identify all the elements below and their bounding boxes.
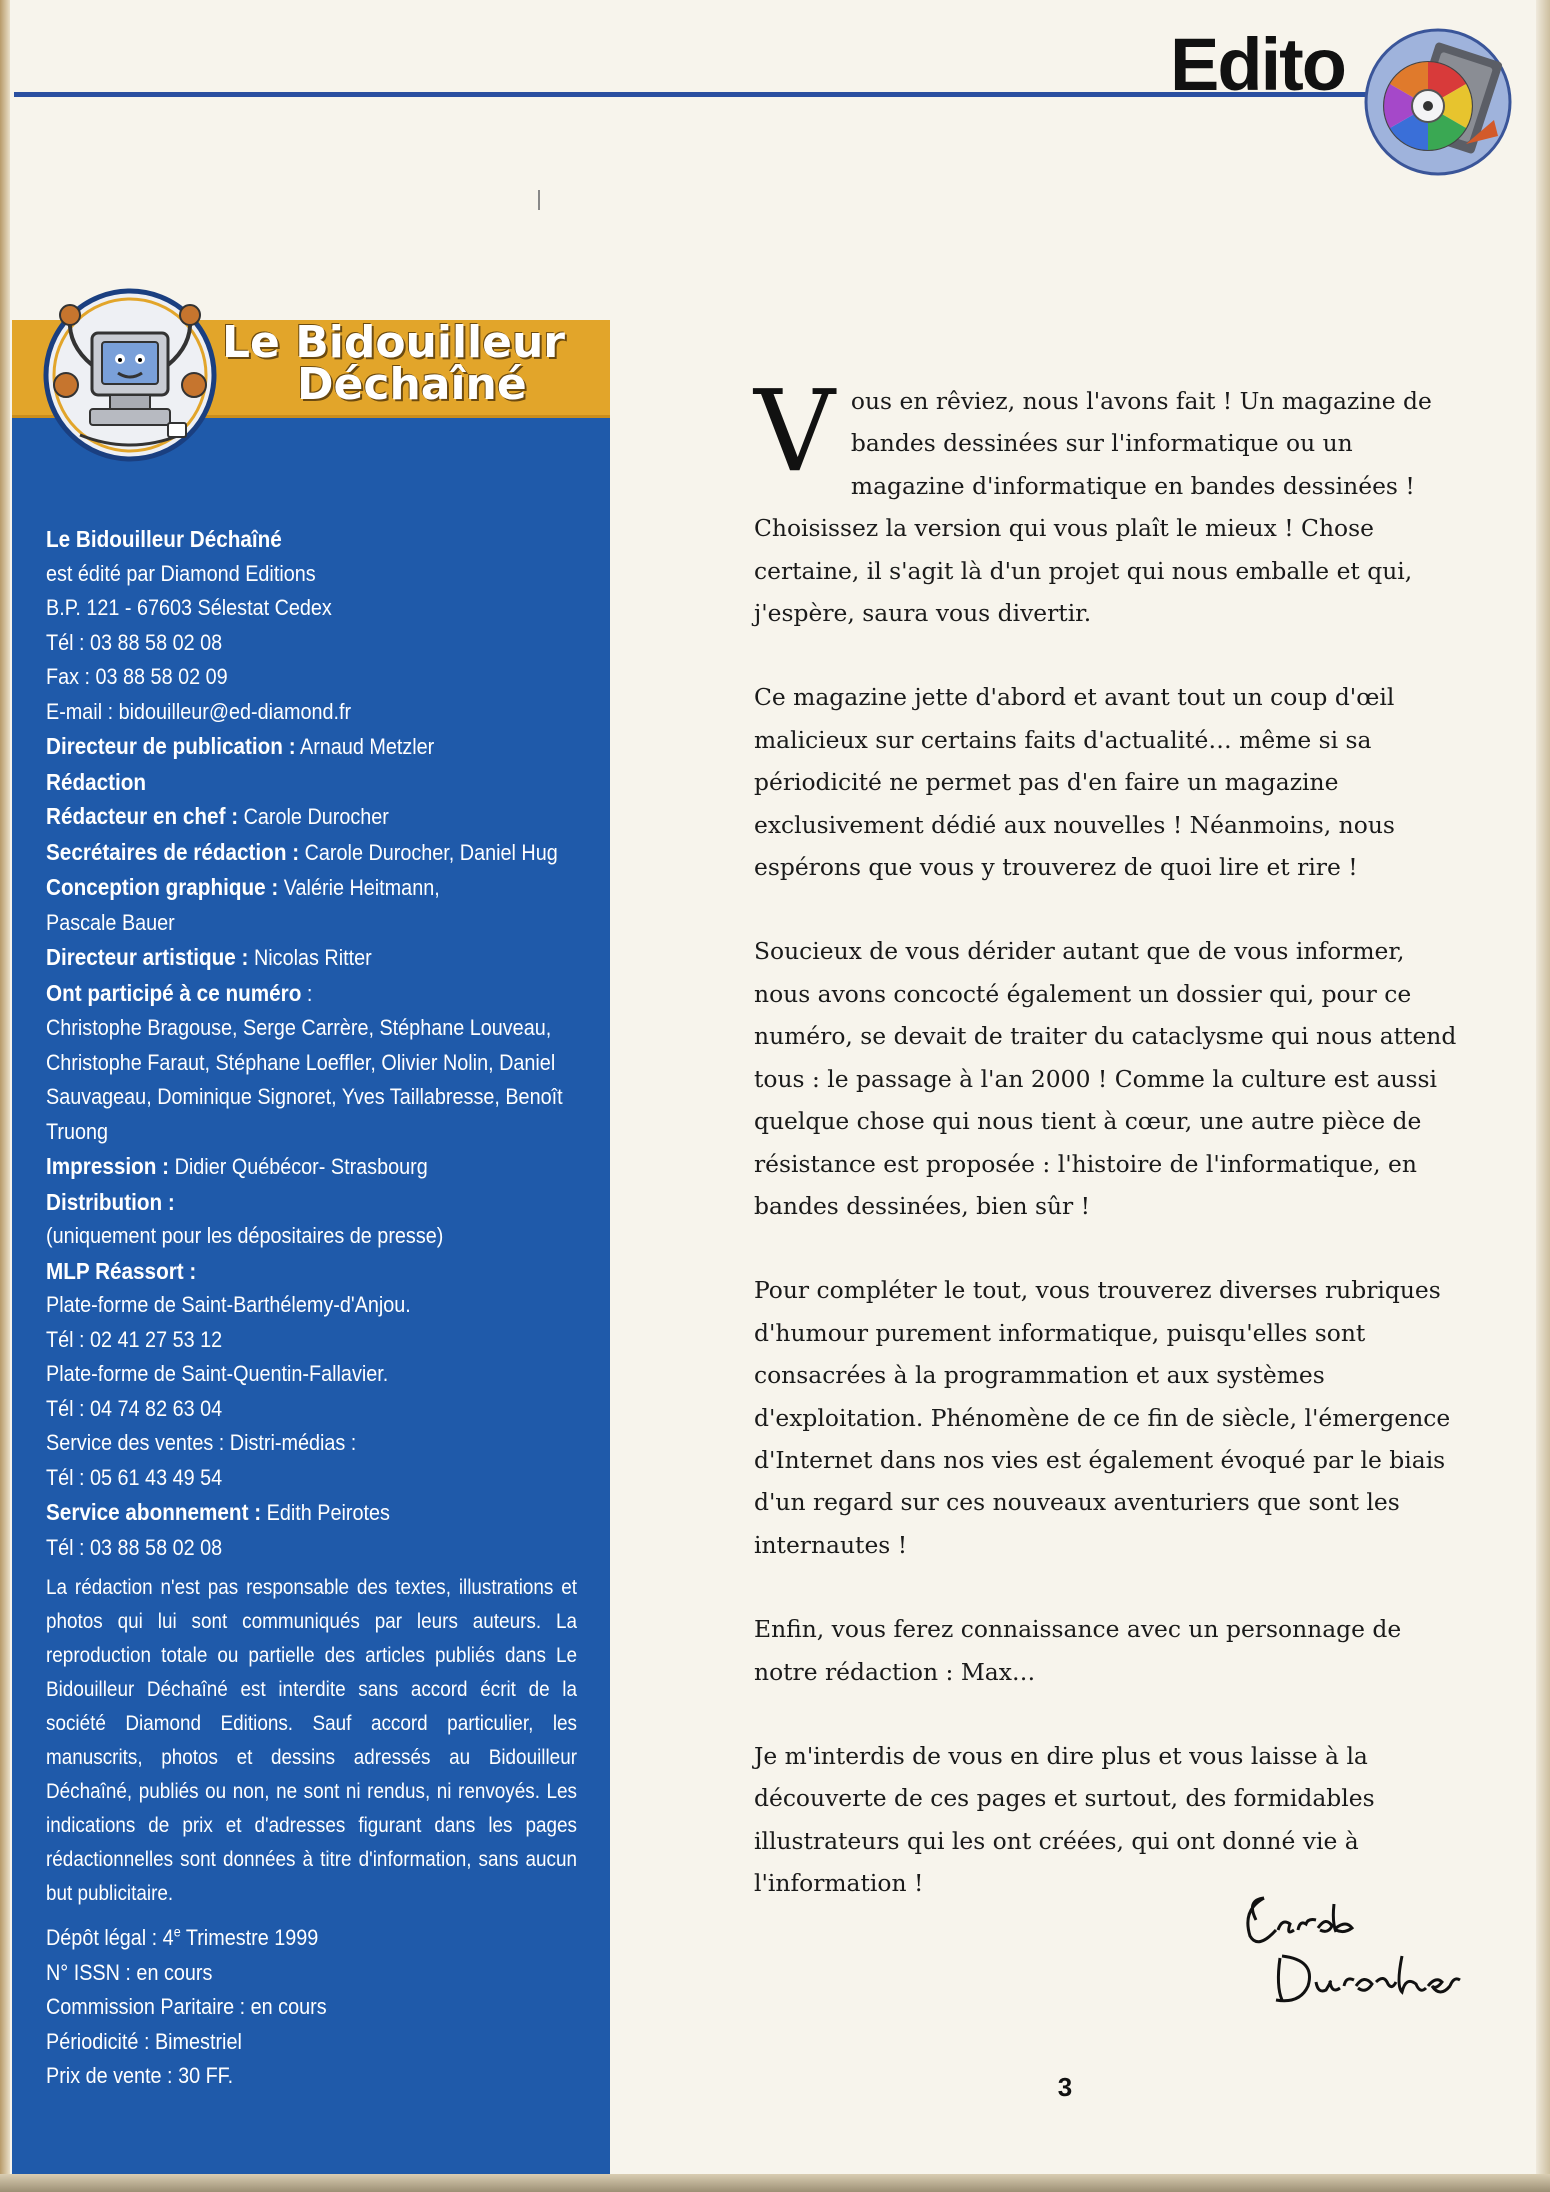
subscription-row — [46, 1495, 510, 1531]
page-edge-left — [0, 0, 10, 2192]
subscription-tel: Tél : 03 88 58 02 08 — [46, 1534, 223, 1560]
publication-name: Le Bidouilleur Déchaîné — [46, 526, 282, 552]
article-paragraph-2: Ce magazine jette d'abord et avant tout un coup d'œil malicieux sur certains faits d'actualité… même si sa périodicité ne permet pas d'en faire un magazine exclusivement dédié aux nouvelles ! Néanmoins, nous espérons que vous y trouverez de quoi lire et rire ! — [754, 683, 1395, 882]
address-line: B.P. 121 - 67603 Sélestat Cedex — [46, 595, 332, 620]
page-title: Edito — [1170, 23, 1345, 106]
page-edge-right — [1536, 0, 1550, 2192]
chief-row — [46, 799, 510, 835]
print-row — [46, 1149, 510, 1185]
publication-info — [46, 1921, 510, 2094]
email-line: E-mail : bidouilleur@ed-diamond.fr — [46, 698, 352, 724]
subscription-label: Service abonnement : — [46, 1499, 262, 1525]
article-paragraph-1-text: ous en rêviez, nous l'avons fait ! Un magazine de bandes dessinées sur l'informatique ou un magazine d'informatique en bandes dessinées ! Choisissez la version qui vous plaît le mieux ! Chose certaine, il s'agit là d'un projet qui nous emballe et qui, j'espère, saura vous divertir. — [754, 387, 1432, 628]
issn-line: N° ISSN : en cours — [46, 1959, 213, 1985]
chief-value: Carole Durocher — [243, 804, 389, 829]
contributors-colon: : — [301, 980, 313, 1006]
page-number: 3 — [1057, 2072, 1073, 2102]
brand-line-1: Le Bidouilleur — [222, 317, 565, 368]
article-paragraph-4: Pour compléter le tout, vous trouverez diverses rubriques d'humour purement informatique, puisqu'elles sont consacrées à la programmation et aux systèmes d'exploitation. Phénomène de ce fin de siècle, l'émergence d'Internet dans nos vies est également évoqué par le biais d'un regard sur ces nouveaux aventuriers que sont les internautes ! — [754, 1276, 1451, 1559]
print-label: Impression : — [46, 1153, 170, 1179]
art-label: Directeur artistique : — [46, 944, 249, 970]
cd-drive-icon — [1362, 26, 1514, 178]
design-value: Valérie Heitmann, — [283, 875, 440, 900]
depot-sup: e — [173, 1923, 181, 1940]
depot-legal — [46, 1921, 510, 1956]
design-row-2: Pascale Bauer — [46, 909, 175, 935]
drop-cap: V — [754, 367, 835, 497]
director-value: Arnaud Metzler — [300, 734, 435, 759]
computer-mascot-logo — [40, 285, 220, 465]
secretaries-row — [46, 835, 558, 871]
mlp-line-1: Plate-forme de Saint-Barthélemy-d'Anjou. — [46, 1292, 411, 1317]
mlp-line-5: Service des ventes : Distri-médias : — [46, 1430, 357, 1455]
legal-notice: La rédaction n'est pas responsable des textes, illustrations et photos qui lui sont communiqués par leurs auteurs. La reproduction totale ou partielle des articles publiés dans Le Bidouilleur Déchaîné est interdite sans accord écrit de la société Diamond Editions. Sauf accord particulier, les manuscrits, photos et dessins adressés au Bidouilleur Déchaîné, publiés ou non, ne sont ni rendus, ni renvoyés. Les indications de prix et d'adresses figurant dans les pages rédactionnelles sont données à titre d'information, sans aucun but publicitaire. — [46, 1576, 577, 1905]
director-row — [46, 729, 510, 765]
mlp-line-6: Tél : 05 61 43 49 54 — [46, 1464, 223, 1490]
contributors-line-3: Sauvageau, Dominique Signoret, Yves Taillabresse, Benoît — [46, 1084, 563, 1109]
design-label: Conception graphique : — [46, 874, 279, 900]
distribution-label: Distribution : — [46, 1188, 175, 1215]
contributors-line-1: Christophe Bragouse, Serge Carrère, Stéphane Louveau, — [46, 1015, 552, 1040]
contributors-row — [46, 976, 510, 1012]
article-paragraph-6: Je m'interdis de vous en dire plus et vous laisse à la découverte de ces pages et surtout, des formidables illustrateurs qui les ont créées, qui ont donné vie à l'information ! — [754, 1741, 1375, 1898]
author-signature — [1236, 1890, 1466, 2020]
brand-name — [222, 317, 602, 412]
fax-line: Fax : 03 88 58 02 09 — [46, 664, 228, 689]
credits-block — [46, 522, 577, 2094]
commission-line: Commission Paritaire : en cours — [46, 1994, 327, 2019]
article-paragraph-3: Soucieux de vous dérider autant que de vous informer, nous avons concocté également un dossier qui, pour ce numéro, se devait de traiter du cataclysme qui nous attend tous : le passage à l'an 2000 ! Comme la culture est aussi quelque chose qui nous tient à cœur, une autre pièce de résistance est proposée : l'histoire de l'informatique, en bandes dessinées, bien sûr ! — [754, 937, 1457, 1220]
periodicity-line: Périodicité : Bimestriel — [46, 2028, 242, 2054]
page-bottom-edge — [0, 2174, 1550, 2192]
mlp-line-2: Tél : 02 41 27 53 12 — [46, 1326, 223, 1352]
mlp-line-3: Plate-forme de Saint-Quentin-Fallavier. — [46, 1361, 389, 1386]
chief-label: Rédacteur en chef : — [46, 803, 239, 829]
brand-line-2: Déchaîné — [297, 359, 527, 410]
stray-mark — [538, 190, 540, 210]
art-value: Nicolas Ritter — [253, 945, 372, 970]
director-label: Directeur de publication : — [46, 733, 296, 759]
secretaries-value: Carole Durocher, Daniel Hug — [304, 839, 558, 865]
depot-suffix: Trimestre 1999 — [180, 1925, 319, 1950]
art-row — [46, 940, 510, 976]
mlp-line-4: Tél : 04 74 82 63 04 — [46, 1395, 223, 1421]
contributors-line-2: Christophe Faraut, Stéphane Loeffler, Olivier Nolin, Daniel — [46, 1049, 556, 1075]
design-row — [46, 870, 510, 906]
depot-prefix: Dépôt légal : 4 — [46, 1925, 174, 1950]
editorial-article — [754, 367, 1462, 1947]
publisher-line: est édité par Diamond Editions — [46, 560, 316, 586]
article-paragraph-5: Enfin, vous ferez connaissance avec un personnage de notre rédaction : Max… — [754, 1615, 1402, 1686]
distribution-value: (uniquement pour les dépositaires de presse) — [46, 1223, 444, 1248]
price-line: Prix de vente : 30 FF. — [46, 2063, 234, 2088]
tel-line: Tél : 03 88 58 02 08 — [46, 629, 223, 655]
print-value: Didier Québécor- Strasbourg — [174, 1154, 428, 1179]
contributors-label: Ont participé à ce numéro — [46, 979, 302, 1006]
subscription-value: Edith Peirotes — [266, 1500, 390, 1525]
secretaries-label: Secrétaires de rédaction : — [46, 838, 300, 865]
mlp-label: MLP Réassort : — [46, 1257, 197, 1284]
article-paragraph-1 — [754, 367, 1462, 634]
contributors-line-4: Truong — [46, 1118, 109, 1144]
redaction-heading: Rédaction — [46, 768, 147, 795]
